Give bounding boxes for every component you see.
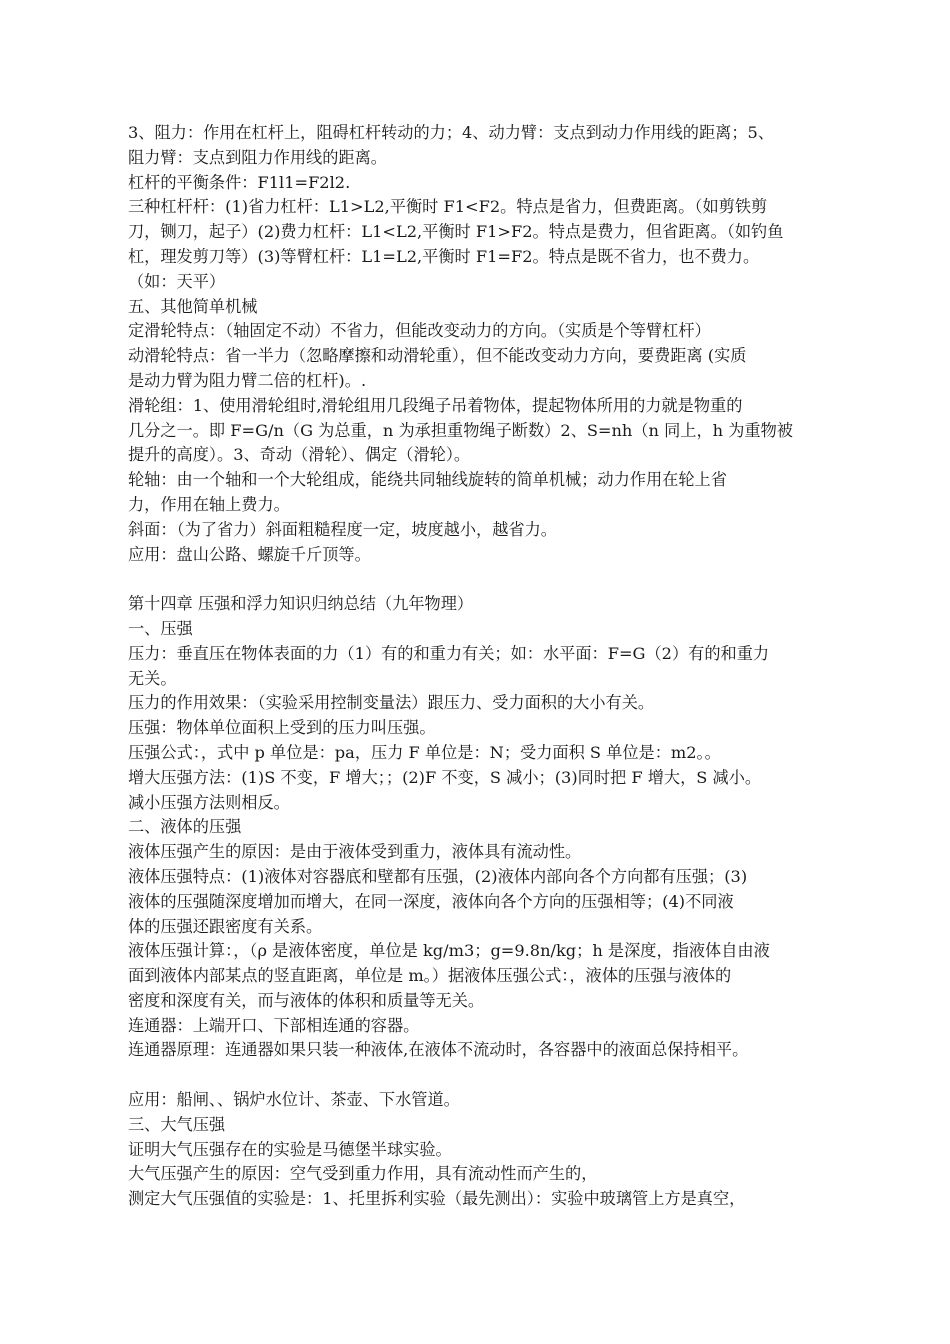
text-line: 体的压强还跟密度有关系。 (128, 916, 323, 936)
text-line: 液体压强特点：(1)液体对容器底和壁都有压强，(2)液体内部向各个方向都有压强；(3) (128, 866, 748, 886)
text-line: 连通器：上端开口、下部相连通的容器。 (128, 1015, 420, 1035)
text-line: 增大压强方法：(1)S 不变，F 增大；；(2)F 不变，S 减小；(3)同时把 F 增大，S 减小。 (128, 767, 762, 787)
text-line: 是动力臂为阻力臂二倍的杠杆)。. (128, 370, 367, 390)
text-line: 液体的压强随深度增加而增大，在同一深度，液体向各个方向的压强相等；(4)不同液 (128, 891, 734, 911)
text-line: 斜面：（为了省力）斜面粗糙程度一定，坡度越小，越省力。 (128, 519, 557, 539)
document-body (128, 121, 840, 1212)
text-line: 密度和深度有关，而与液体的体积和质量等无关。 (128, 990, 485, 1010)
text-line: 轮轴：由一个轴和一个大轮组成，能绕共同轴线旋转的简单机械；动力作用在轮上省 (128, 470, 727, 490)
text-line: 定滑轮特点：（轴固定不动）不省力，但能改变动力的方向。（实质是个等臂杠杆） (128, 321, 711, 341)
text-line: 压强公式：，式中 p 单位是：pa，压力 F 单位是：N；受力面积 S 单位是：m2。。 (128, 742, 721, 762)
text-line: 压强：物体单位面积上受到的压力叫压强。 (128, 718, 436, 738)
text-line: 三种杠杆杆：(1)省力杠杆：L1>L2,平衡时 F1<F2。特点是省力，但费距离。（如剪铁剪 (128, 197, 768, 217)
text-line: 几分之一。即 F=G/n（G 为总重，n 为承担重物绳子断数）2、S=nh（n 同上，h 为重物被 (128, 420, 793, 440)
text-line: 滑轮组：1、使用滑轮组时,滑轮组用几段绳子吊着物体，提起物体所用的力就是物重的 (128, 395, 743, 415)
text-line: 二、液体的压强 (128, 817, 242, 837)
text-line: 压力：垂直压在物体表面的力（1）有的和重力有关；如：水平面：F=G（2）有的和重力 (128, 643, 770, 663)
text-line: 液体压强产生的原因：是由于液体受到重力，液体具有流动性。 (128, 842, 582, 862)
text-line: 动滑轮特点：省一半力（忽略摩擦和动滑轮重），但不能改变动力方向，要费距离 (实质 (128, 346, 747, 366)
text-line: 证明大气压强存在的实验是马德堡半球实验。 (128, 1139, 452, 1159)
text-line: 第十四章 压强和浮力知识归纳总结（九年物理） (128, 594, 474, 614)
blank-line (128, 567, 840, 592)
text-line: 三、大气压强 (128, 1114, 226, 1134)
text-line: 杠杆的平衡条件：F1l1=F2l2. (128, 172, 351, 192)
text-line: 大气压强产生的原因：空气受到重力作用，具有流动性而产生的， (128, 1164, 598, 1184)
text-line: 应用：盘山公路、螺旋千斤顶等。 (128, 544, 371, 564)
text-line: 刀，铡刀，起子）(2)费力杠杆：L1<L2,平衡时 F1>F2。特点是费力，但省距离。（如钓鱼 (128, 222, 784, 242)
text-line: 阻力臂：支点到阻力作用线的距离。 (128, 147, 387, 167)
text-line: 应用：船闸、、锅炉水位计、茶壶、下水管道。 (128, 1090, 460, 1110)
text-line: 面到液体内部某点的竖直距离，单位是 m。）据液体压强公式：，液体的压强与液体的 (128, 966, 732, 986)
text-line: （如：天平） (128, 271, 226, 291)
text-line: 一、压强 (128, 618, 193, 638)
text-line: 五、其他简单机械 (128, 296, 258, 316)
text-line: 测定大气压强值的实验是：1、托里拆利实验（最先测出）：实验中玻璃管上方是真空， (128, 1189, 746, 1209)
text-line: 减小压强方法则相反。 (128, 792, 290, 812)
text-line: 提升的高度）。3、奇动（滑轮）、偶定（滑轮）。 (128, 445, 471, 465)
text-line: 连通器原理：连通器如果只装一种液体,在液体不流动时，各容器中的液面总保持相平。 (128, 1040, 749, 1060)
text-line: 液体压强计算：，（ρ 是液体密度，单位是 kg/m3；g=9.8n/kg；h 是深度，指液体自由液 (128, 941, 770, 961)
text-line: 力，作用在轴上费力。 (128, 494, 290, 514)
text-line: 压力的作用效果：（实验采用控制变量法）跟压力、受力面积的大小有关。 (128, 693, 655, 713)
text-line: 3、阻力：作用在杠杆上，阻碍杠杆转动的力；4、动力臂：支点到动力作用线的距离；5、 (128, 123, 775, 142)
blank-line (128, 1063, 840, 1088)
text-line: 杠，理发剪刀等）(3)等臂杠杆：L1=L2,平衡时 F1=F2。特点是既不省力，也不费力。 (128, 246, 760, 266)
text-line: 无关。 (128, 668, 177, 688)
